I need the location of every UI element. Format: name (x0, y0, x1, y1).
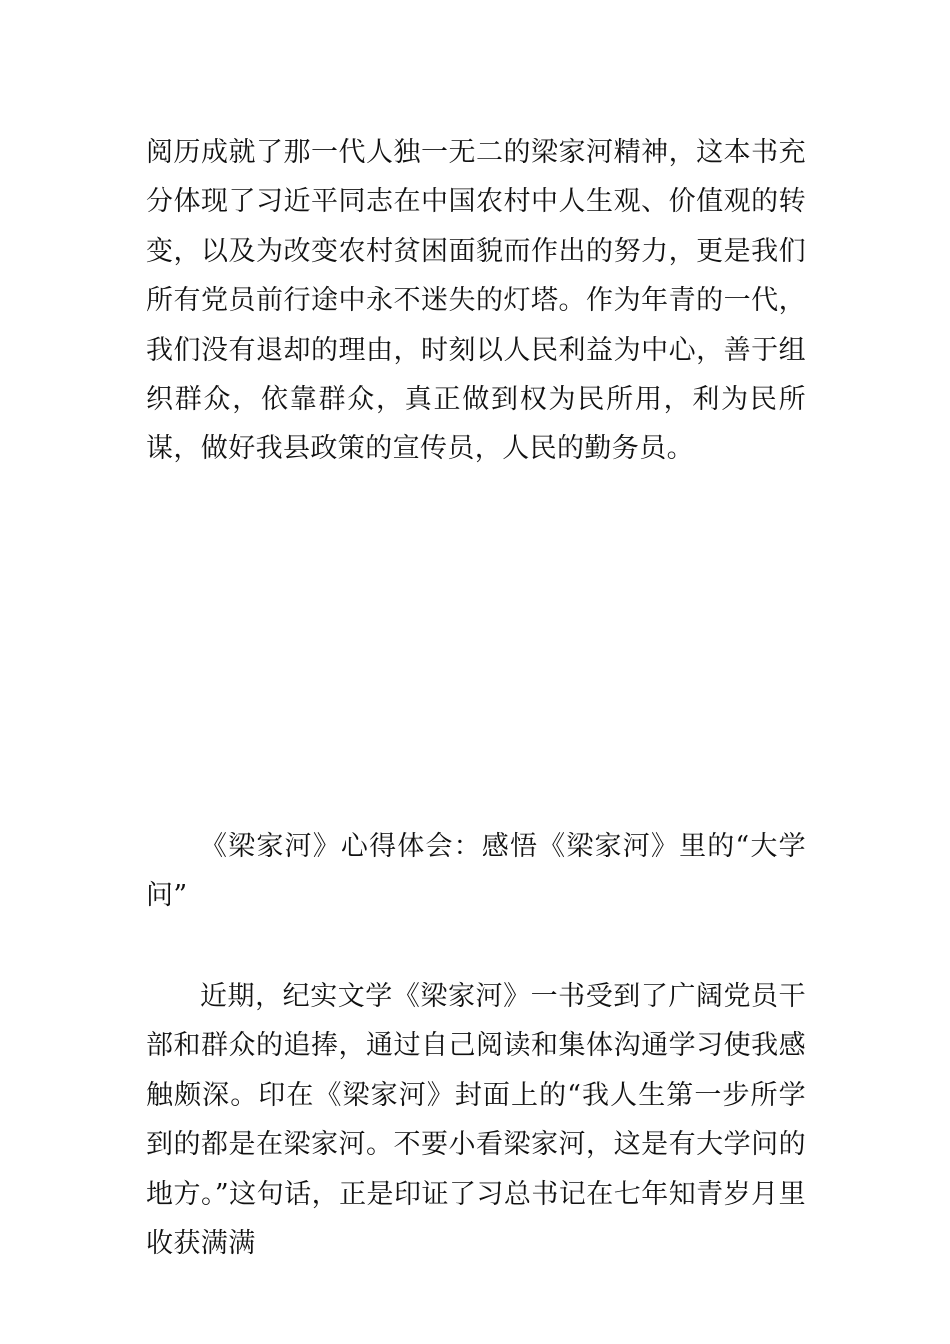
section-heading: 《梁家河》心得体会：感悟《梁家河》里的“大学问” (146, 831, 806, 912)
body-paragraph-continued: 阅历成就了那一代人独一无二的梁家河精神，这本书充分体现了习近平同志在中国农村中人生观、价值观的转变，以及为改变农村贫困面貌而作出的努力，更是我们所有党员前行途中永不迷失的灯塔。作为年青的一代，我们没有退却的理由，时刻以人民利益为中心，善于组织群众，依靠群众，真正做到权为民所用，利为民所谋，做好我县政策的宣传员，人民的勤务员。 (146, 137, 806, 465)
body-paragraph: 近期，纪实文学《梁家河》一书受到了广阔党员干部和群众的追捧，通过自己阅读和集体沟通学习使我感触颇深。印在《梁家河》封面上的“我人生第一步所学到的都是在梁家河。不要小看梁家河，这是有大学问的地方。”这句话，正是印证了习总书记在七年知青岁月里收获满满 (146, 981, 806, 1260)
